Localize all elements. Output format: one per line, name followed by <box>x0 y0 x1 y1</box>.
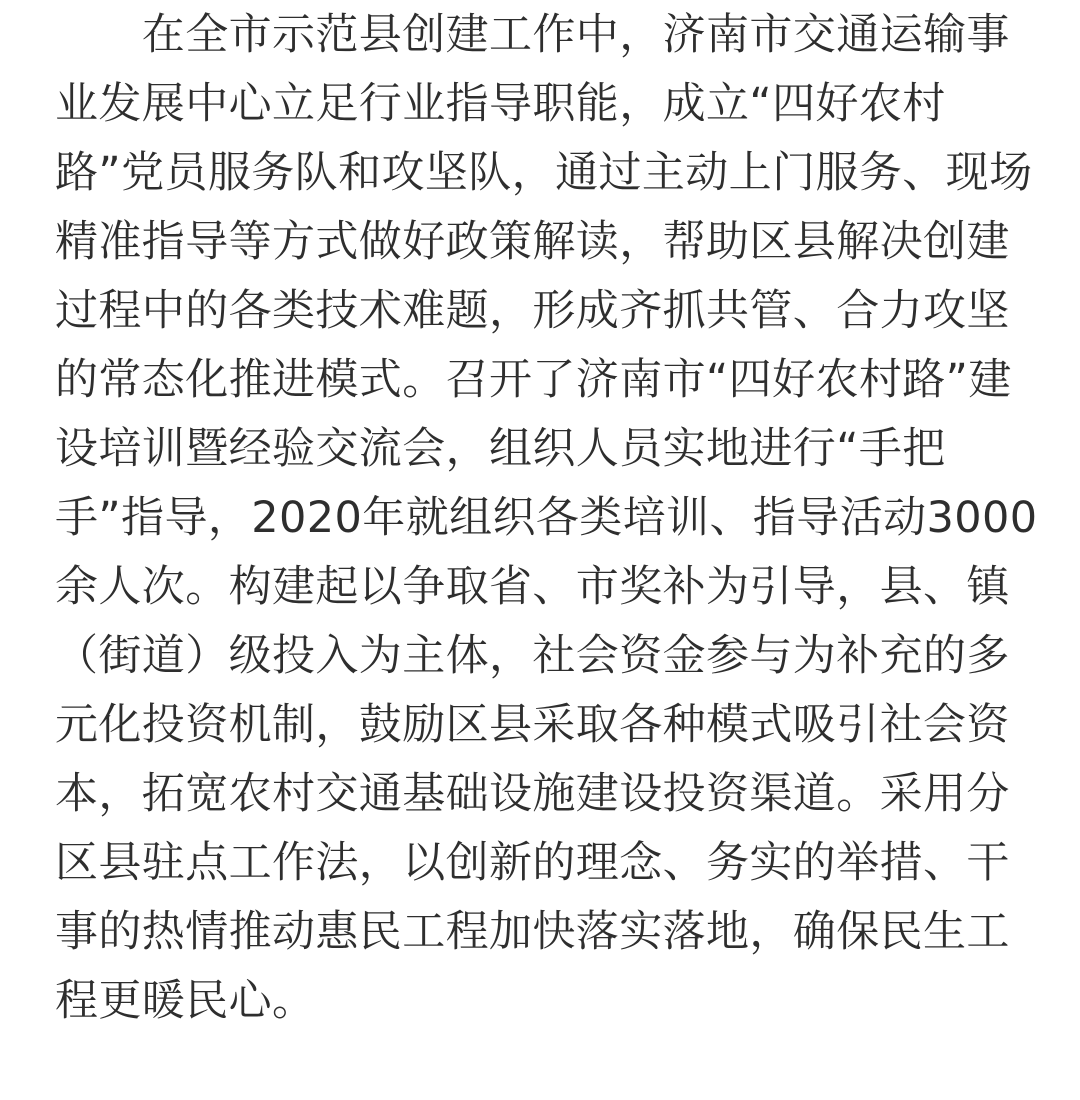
paragraph-line: 本，拓宽农村交通基础设施建设投资渠道。采用分 <box>55 769 1010 819</box>
paragraph-line: 事的热情推动惠民工程加快落实落地，确保民生工 <box>55 907 1010 957</box>
paragraph-line: 设培训暨经验交流会，组织人员实地进行“手把 <box>55 424 946 474</box>
paragraph-line: 业发展中心立足行业指导职能，成立“四好农村 <box>55 79 946 129</box>
paragraph-line: 在全市示范县创建工作中，济南市交通运输事 <box>55 10 1010 60</box>
paragraph-line: （街道）级投入为主体，社会资金参与为补充的多 <box>55 631 1010 681</box>
paragraph-line: 程更暖民心。 <box>55 976 316 1026</box>
paragraph-line: 精准指导等方式做好政策解读，帮助区县解决创建 <box>55 217 1010 267</box>
paragraph-line: 手”指导，2020年就组织各类培训、指导活动3000 <box>55 493 1038 543</box>
paragraph-line: 区县驻点工作法，以创新的理念、务实的举措、干 <box>55 838 1010 888</box>
paragraph-line: 路”党员服务队和攻坚队，通过主动上门服务、现场 <box>55 148 1033 198</box>
paragraph-line: 元化投资机制，鼓励区县采取各种模式吸引社会资 <box>55 700 1010 750</box>
paragraph-line: 余人次。构建起以争取省、市奖补为引导，县、镇 <box>55 562 1010 612</box>
paragraph-line: 的常态化推进模式。召开了济南市“四好农村路”建 <box>55 355 1012 405</box>
paragraph-line: 过程中的各类技术难题，形成齐抓共管、合力攻坚 <box>55 286 1010 336</box>
